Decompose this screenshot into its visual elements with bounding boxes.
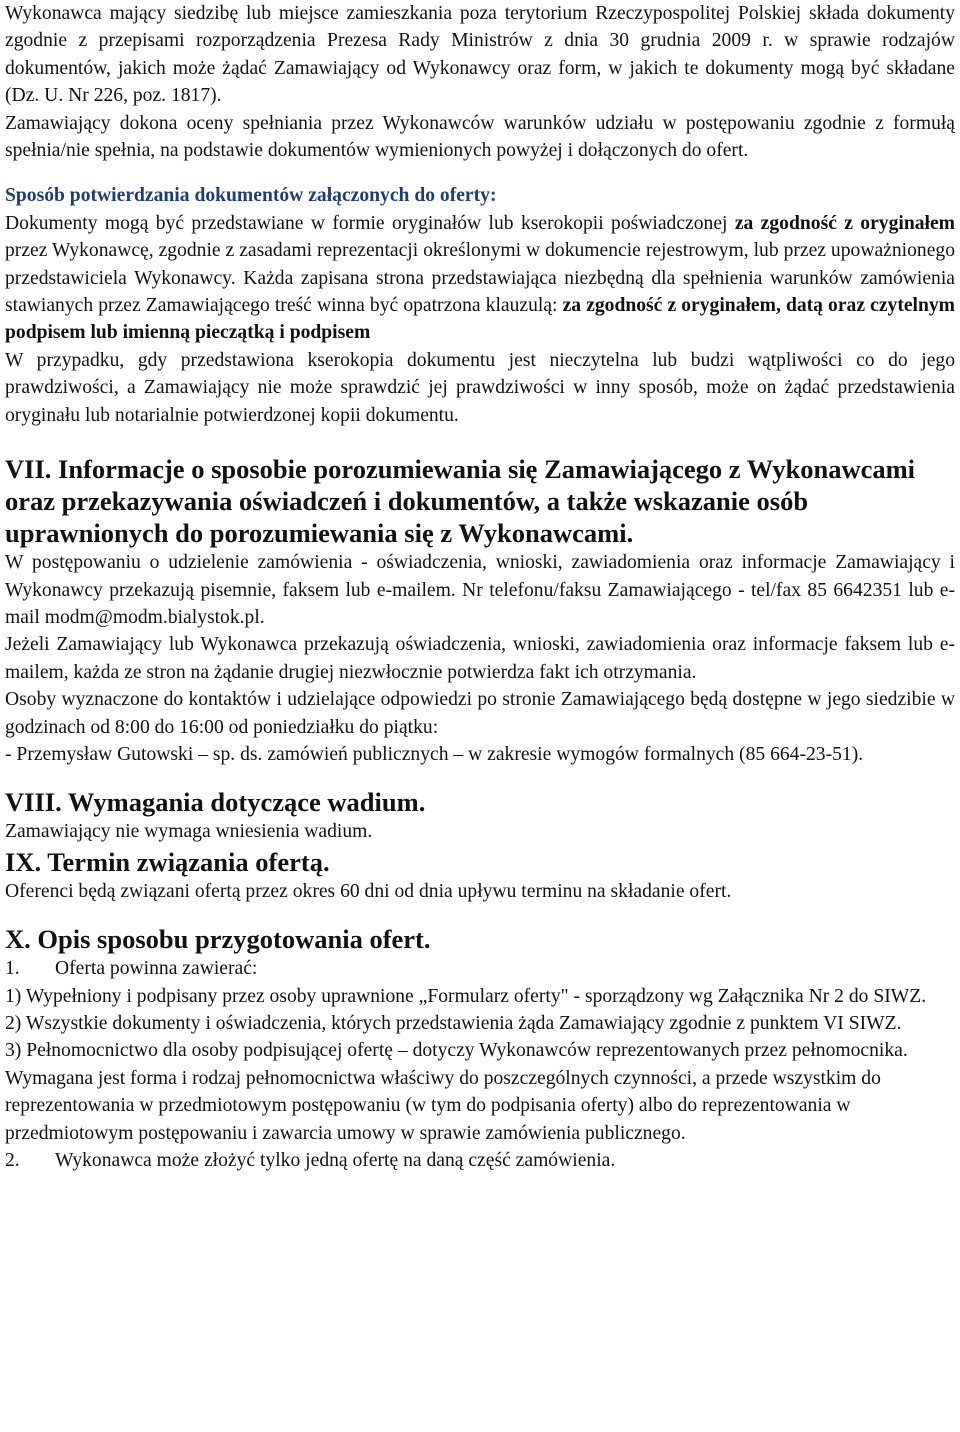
item-1-text: Oferta powinna zawierać:: [55, 958, 258, 980]
confirm-paragraph-doubt: W przypadku, gdy przedstawiona kserokopia dokumentu jest nieczytelna lub budzi wątpliwości co do jego prawdziwości, a Zamawiający nie może sprawdzić jej prawdziwości w inny sposób, może on żądać przedstawienia oryginału lub notarialnie potwierdzonej kopii dokumentu.: [5, 349, 955, 426]
section-x-subitem-3: 3) Pełnomocnictwo dla osoby podpisującej ofertę – dotyczy Wykonawców reprezentowanych przez pełnomocnika. Wymagana jest forma i rodzaj pełnomocnictwa właściwy do poszczególnych czynności, a przede wszystkim do reprezentowania w przedmiotowym postępowaniu (w tym do podpisania oferty) albo do reprezentowania w przedmiotowym postępowaniu i zawarcia umowy w sprawie zamówienia publicznego.: [5, 1040, 908, 1144]
item-2-number: 2.: [5, 1150, 20, 1171]
section-x-subitem-2: 2) Wszystkie dokumenty i oświadczenia, których przedstawienia żąda Zamawiający zgodnie z punktem VI SIWZ.: [5, 1012, 902, 1034]
intro-paragraph-evaluation: Zamawiający dokona oceny spełniania przez Wykonawców warunków udziału w postępowaniu zgodnie z formułą spełnia/nie spełnia, na podstawie dokumentów wymienionych powyżej i dołączonych do ofert.: [5, 112, 955, 162]
confirm-bold-2: za zgodność z oryginałem, datą oraz czytelnym podpisem lub imienną pieczątką i podpisem: [5, 295, 956, 344]
section-vii-heading: VII. Informacje o sposobie porozumiewania się Zamawiającego z Wykonawcami oraz przekazywania oświadczeń i dokumentów, a także wskazanie osób uprawnionych do porozumiewania się z Wykonawcami.: [5, 454, 916, 549]
section-vii-paragraph-2: Jeżeli Zamawiający lub Wykonawca przekazują oświadczenia, wnioski, zawiadomienia oraz informacje faksem lub e-mailem, każda ze stron na żądanie drugiej niezwłocznie potwierdza fakt ich otrzymania.: [5, 634, 955, 683]
section-x-item-1: [5, 955, 955, 982]
section-x-heading: X. Opis sposobu przygotowania ofert.: [5, 924, 431, 955]
section-viii-text: Zamawiający nie wymaga wniesienia wadium.: [5, 821, 373, 843]
item-2-text: Wykonawca może złożyć tylko jedną ofertę na daną część zamówienia.: [55, 1150, 616, 1171]
confirm-text-2: przez Wykonawcę, zgodnie z zasadami reprezentacji określonymi w dokumencie rejestrowym, lub przez upoważnionego przedstawiciela Wykonawcy.: [5, 240, 955, 289]
section-vii-paragraph-3: Osoby wyznaczone do kontaktów i udzielające odpowiedzi po stronie Zamawiającego będą dostępne w jego siedzibie w godzinach od 8:00 do 16:00 od poniedziałku do piątku:: [5, 689, 955, 738]
section-x-subitem-1: 1) Wypełniony i podpisany przez osoby uprawnione „Formularz oferty" - sporządzony wg Załącznika Nr 2 do SIWZ.: [5, 985, 927, 1007]
confirm-heading: Sposób potwierdzania dokumentów załączonych do oferty:: [5, 185, 497, 207]
item-1-number: 1.: [5, 958, 20, 980]
confirm-text-1: Dokumenty mogą być przedstawiane w formie oryginałów lub kserokopii poświadczonej: [5, 212, 735, 234]
confirm-bold-1: za zgodność z oryginałem: [734, 212, 955, 234]
section-viii-heading: VIII. Wymagania dotyczące wadium.: [5, 787, 426, 818]
section-vii-contact-person: - Przemysław Gutowski – sp. ds. zamówień publicznych – w zakresie wymogów formalnych (85 664-23-51).: [5, 743, 864, 765]
section-ix-text: Oferenci będą związani ofertą przez okres 60 dni od dnia upływu terminu na składanie ofert.: [5, 880, 732, 902]
confirm-paragraph: [5, 210, 955, 347]
confirm-text-3: Każda zapisana strona przedstawiająca niezbędną dla spełnienia warunków zamówienia stawianych przez Zamawiającego treść winna być opatrzona klauzulą:: [5, 267, 955, 317]
section-ix-heading: IX. Termin związania ofertą.: [5, 846, 330, 877]
intro-paragraph-foreign: Wykonawca mający siedzibę lub miejsce zamieszkania poza terytorium Rzeczypospolitej Polskiej składa dokumenty zgodnie z przepisami rozporządzenia Prezesa Rady Ministrów z dnia 30 grudnia 2009 r. w sprawie rodzajów dokumentów, jakich może żądać Zamawiający od Wykonawcy oraz form, w jakich te dokumenty mogą być składane (Dz. U. Nr 226, poz. 1817).: [5, 3, 955, 107]
section-x-item-2: [5, 1147, 955, 1174]
section-vii-paragraph-1: W postępowaniu o udzielenie zamówienia - oświadczenia, wnioski, zawiadomienia oraz informacje Zamawiający i Wykonawcy przekazują pisemnie, faksem lub e-mailem. Nr telefonu/faksu Zamawiającego - tel/fax 85 6642351 lub e-mail modm@modm.bialystok.pl.: [5, 552, 955, 628]
